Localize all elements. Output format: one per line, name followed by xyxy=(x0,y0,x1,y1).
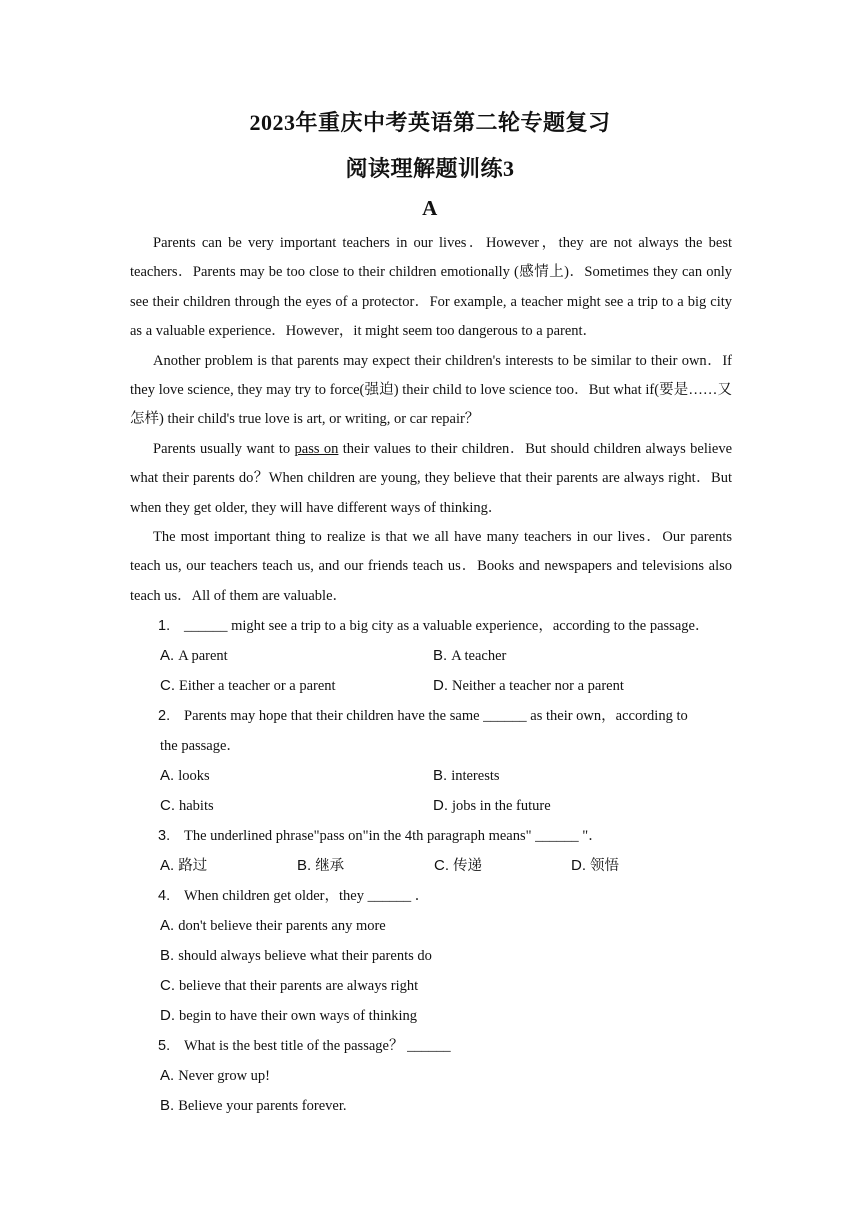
question-number: 5. xyxy=(158,1038,171,1055)
option-label: A. xyxy=(160,647,175,665)
question-4 xyxy=(130,881,732,911)
question-3-options xyxy=(130,851,732,881)
option-d[interactable] xyxy=(433,671,624,701)
passage-paragraph-4: The most important thing to realize is that we all have many teachers in our lives．Our parents teach us, our teachers teach us, and our friends teach us．Books and newspapers and televisions also teach us．All of them are valuable． xyxy=(130,529,732,604)
option-label: D. xyxy=(160,1007,175,1025)
passage-paragraph-1: Parents can be very important teachers in our lives．However，they are not always the best teachers．Parents may be too close to their children emotionally (感情上)．Sometimes they can only see their children through the eyes of a protector．For example, a teacher might see a trip to a big city as a valuable experience．However，it might seem too dangerous to a parent． xyxy=(130,235,732,340)
option-label: A. xyxy=(160,767,175,785)
option-label: D. xyxy=(571,857,586,875)
option-label: B. xyxy=(297,857,312,875)
option-label: D. xyxy=(433,677,448,695)
option-text: A parent xyxy=(178,648,228,665)
paragraph-text: their values to their children．But should children always believe what their parents do？When children are young, they believe that their parents are always right．But when they get older, they will have different ways of thinking． xyxy=(130,440,732,516)
question-1-options xyxy=(130,641,732,701)
option-label: C. xyxy=(160,677,175,695)
option-c[interactable] xyxy=(434,851,571,881)
option-d[interactable] xyxy=(160,1001,732,1031)
option-a[interactable] xyxy=(160,1061,732,1091)
question-number: 2. xyxy=(158,708,171,725)
option-text: begin to have their own ways of thinking xyxy=(179,1008,417,1025)
option-text: don't believe their parents any more xyxy=(178,918,386,935)
question-text: What is the best title of the passage？ ______ xyxy=(184,1038,451,1055)
question-number: 1. xyxy=(158,618,171,635)
option-text: jobs in the future xyxy=(452,798,551,815)
question-3 xyxy=(130,821,732,851)
option-text: interests xyxy=(451,768,500,785)
option-d[interactable] xyxy=(571,851,619,881)
option-label: A. xyxy=(160,917,175,935)
question-5-options xyxy=(130,1061,732,1121)
option-label: D. xyxy=(433,797,448,815)
option-c[interactable] xyxy=(160,791,433,821)
option-b[interactable] xyxy=(160,1091,732,1121)
question-5 xyxy=(130,1031,732,1061)
option-text: 传递 xyxy=(453,858,482,875)
option-text: 路过 xyxy=(178,858,208,875)
option-text: 领悟 xyxy=(590,858,619,875)
option-label: B. xyxy=(433,647,448,665)
section-heading: A xyxy=(422,196,438,220)
option-text: believe that their parents are always right xyxy=(179,978,419,995)
option-label: C. xyxy=(160,797,175,815)
option-b[interactable] xyxy=(297,851,434,881)
option-label: A. xyxy=(160,1067,175,1085)
option-a[interactable] xyxy=(160,761,433,791)
passage-paragraph-2: Another problem is that parents may expect their children's interests to be similar to their own．If they love science, they may try to force(强迫) their child to love science too．But what if(要是……又怎样) their child's true love is art, or writing, or car repair？ xyxy=(130,352,732,428)
option-a[interactable] xyxy=(160,641,433,671)
question-number: 4. xyxy=(158,888,171,905)
option-text: looks xyxy=(178,768,210,785)
question-2-options xyxy=(130,761,732,821)
option-text: 继承 xyxy=(315,858,345,875)
option-c[interactable] xyxy=(160,671,433,701)
underlined-phrase: pass on xyxy=(294,440,339,457)
question-4-options xyxy=(130,911,732,1031)
option-d[interactable] xyxy=(433,791,551,821)
question-text: When children get older，they ______ ． xyxy=(184,888,430,905)
option-label: B. xyxy=(433,767,448,785)
option-label: C. xyxy=(160,977,175,995)
option-label: A. xyxy=(160,857,175,875)
option-text: Neither a teacher nor a parent xyxy=(452,678,624,695)
paragraph-text: Parents usually want to xyxy=(153,440,295,457)
question-text: The underlined phrase"pass on"in the 4th paragraph means" ______ "． xyxy=(184,828,603,845)
option-b[interactable] xyxy=(160,941,732,971)
question-1 xyxy=(130,611,732,641)
option-a[interactable] xyxy=(160,851,297,881)
option-text: A teacher xyxy=(451,648,507,665)
option-label: C. xyxy=(434,857,449,875)
option-c[interactable] xyxy=(160,971,732,1001)
question-2 xyxy=(130,701,732,731)
option-label: B. xyxy=(160,1097,175,1115)
document-body xyxy=(130,229,732,1121)
option-label: B. xyxy=(160,947,175,965)
option-text: Believe your parents forever. xyxy=(178,1098,347,1115)
option-b[interactable] xyxy=(433,761,500,791)
option-text: Either a teacher or a parent xyxy=(179,678,336,695)
option-text: Never grow up! xyxy=(178,1068,270,1085)
document-title: 2023年重庆中考英语第二轮专题复习 xyxy=(249,110,611,135)
question-number: 3. xyxy=(158,828,171,845)
option-text: should always believe what their parents do xyxy=(178,948,432,965)
option-text: habits xyxy=(179,798,214,815)
question-text: ______ might see a trip to a big city as a valuable experience，according to the passage． xyxy=(184,618,710,635)
question-text: Parents may hope that their children have the same ______ as their own，according to xyxy=(184,708,688,725)
question-2-continuation: the passage． xyxy=(160,738,241,755)
option-a[interactable] xyxy=(160,911,732,941)
document-subtitle: 阅读理解题训练3 xyxy=(345,156,515,181)
option-b[interactable] xyxy=(433,641,506,671)
passage-paragraph-3 xyxy=(130,435,732,523)
